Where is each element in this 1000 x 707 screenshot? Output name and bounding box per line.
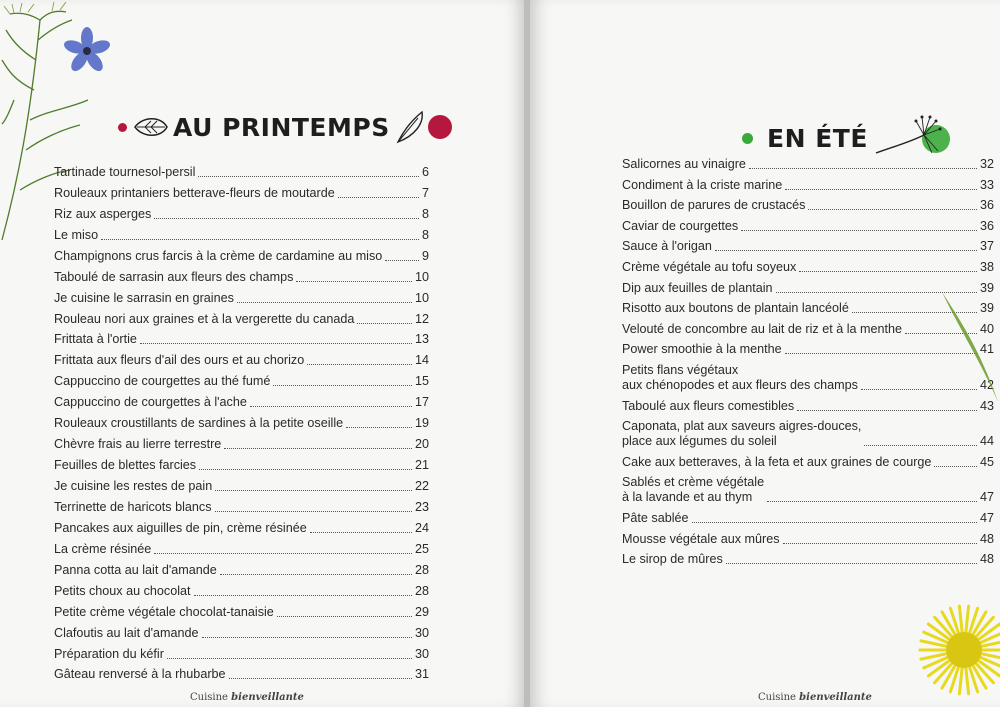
toc-page-number: 38: [979, 259, 994, 274]
dot-leader: [101, 239, 419, 240]
borage-flower-icon: [62, 26, 112, 76]
toc-page-number: 48: [979, 531, 994, 546]
toc-title-line: Préparation du kéfir: [54, 646, 164, 661]
toc-title-line: Cappuccino de courgettes au thé fumé: [54, 374, 271, 389]
spring-section-heading: [118, 110, 452, 144]
toc-entry: [54, 473, 429, 494]
footer-script-word: bienveillante: [799, 692, 872, 703]
toc-entry-title: [54, 395, 247, 410]
dot-leader: [692, 522, 977, 523]
dot-leader: [726, 563, 977, 564]
toc-entry: [622, 532, 994, 547]
toc-entry: [622, 178, 994, 193]
toc-entry: [54, 201, 429, 222]
toc-title-line: Riz aux asperges: [54, 206, 152, 221]
dot-leader: [224, 448, 412, 449]
toc-entry: [54, 557, 429, 578]
toc-entry: [54, 641, 429, 662]
dot-leader: [934, 466, 977, 467]
toc-page-number: 17: [414, 395, 429, 410]
toc-title-line: Pancakes aux aiguilles de pin, crème résinée: [54, 520, 307, 535]
dot-leader: [237, 302, 412, 303]
toc-page-number: 33: [979, 177, 994, 192]
summer-small-dot: [742, 133, 753, 144]
grass-blade-icon: [940, 290, 1000, 410]
dot-leader: [140, 343, 412, 344]
toc-entry-title: [54, 542, 151, 557]
toc-entry: [622, 552, 994, 567]
toc-page-number: 43: [979, 398, 994, 413]
toc-entry-title: [622, 198, 805, 213]
dot-leader: [220, 574, 412, 575]
toc-title-line: Le sirop de mûres: [622, 552, 723, 567]
toc-page-number: 30: [414, 625, 429, 640]
herb-sprig-icon: [394, 110, 426, 144]
toc-page-number: 28: [414, 562, 429, 577]
toc-page-number: 36: [979, 198, 994, 213]
toc-page-number: 23: [414, 499, 429, 514]
right-page: [530, 0, 1000, 707]
toc-entry: [54, 536, 429, 557]
dot-leader: [808, 209, 977, 210]
summer-section-heading: [742, 113, 962, 163]
toc-entry-title: [622, 511, 689, 526]
toc-entry-title: [622, 322, 902, 337]
toc-entry: [622, 219, 994, 234]
toc-entry-title: [622, 281, 773, 296]
dot-leader: [741, 230, 977, 231]
dot-leader: [783, 543, 977, 544]
toc-entry-title: [622, 260, 796, 275]
toc-entry-title: [54, 416, 343, 431]
toc-title-line: Panna cotta au lait d'amande: [54, 562, 217, 577]
toc-page-number: 7: [421, 185, 429, 200]
toc-page-number: 24: [414, 520, 429, 535]
toc-entry: [54, 285, 429, 306]
toc-page-number: 12: [414, 311, 429, 326]
toc-entry-title: [622, 157, 746, 172]
toc-page-number: 31: [414, 667, 429, 682]
leaf-icon: [133, 116, 169, 138]
dot-leader: [785, 189, 977, 190]
dot-leader: [357, 323, 412, 324]
toc-entry: [54, 662, 429, 683]
toc-entry: [622, 157, 994, 172]
toc-entry: [54, 494, 429, 515]
toc-entry-title: [54, 207, 151, 222]
dot-leader: [202, 637, 412, 638]
toc-entry: [54, 306, 429, 327]
toc-entry: [622, 342, 994, 357]
toc-title-line: Taboulé de sarrasin aux fleurs des champs: [54, 269, 294, 284]
toc-entry: [622, 322, 994, 337]
dot-leader: [277, 616, 412, 617]
toc-title-line: Le miso: [54, 227, 99, 242]
toc-entry-title: [54, 626, 199, 641]
spring-heading-text: AU PRINTEMPS: [173, 112, 390, 142]
toc-title-line: Rouleaux printaniers betterave-fleurs de moutarde: [54, 185, 335, 200]
toc-entry: [54, 368, 429, 389]
toc-entry-title: [622, 419, 861, 449]
toc-title-line: Petits flans végétaux: [622, 362, 739, 377]
toc-page-number: 32: [979, 157, 994, 171]
toc-entry: [54, 347, 429, 368]
toc-entry-title: [54, 563, 217, 578]
dot-leader: [346, 427, 412, 428]
toc-page-number: 8: [421, 227, 429, 242]
toc-entry-title: [54, 458, 196, 473]
dot-leader: [215, 511, 412, 512]
spring-small-dot: [118, 123, 127, 132]
spring-large-dot: [428, 115, 452, 139]
toc-entry: [54, 159, 429, 180]
page-footer-left: [190, 692, 304, 703]
dot-leader: [194, 595, 412, 596]
toc-page-number: 10: [414, 290, 429, 305]
toc-entry-title: [54, 605, 274, 620]
toc-entry: [622, 198, 994, 213]
toc-entry: [622, 260, 994, 275]
dot-leader: [799, 271, 977, 272]
toc-page-number: 42: [979, 377, 994, 392]
toc-entry-title: [622, 455, 931, 470]
toc-title-line: Clafoutis au lait d'amande: [54, 625, 199, 640]
toc-entry: [54, 180, 429, 201]
toc-entry: [622, 419, 994, 449]
toc-entry: [622, 475, 994, 505]
toc-entry-title: [54, 270, 293, 285]
toc-entry-title: [54, 228, 98, 243]
dot-leader: [154, 553, 412, 554]
toc-page-number: 22: [414, 479, 429, 493]
toc-title-line-2: aux chénopodes et aux fleurs des champs: [622, 377, 858, 392]
toc-entry: [54, 389, 429, 410]
toc-page-number: 39: [979, 280, 994, 295]
toc-entry-title: [54, 521, 307, 536]
toc-title-line: Cake aux betteraves, à la feta et aux graines de courge: [622, 454, 932, 469]
toc-entry-title: [54, 291, 234, 306]
toc-title-line: Rouleaux croustillants de sardines à la petite oseille: [54, 416, 344, 431]
dot-leader: [310, 532, 412, 533]
toc-title-line: Condiment à la criste marine: [622, 177, 783, 192]
toc-page-number: 41: [979, 342, 994, 357]
dot-leader: [715, 250, 977, 251]
dot-leader: [167, 658, 412, 659]
toc-entry-title: [54, 249, 382, 264]
toc-page-number: 14: [414, 353, 429, 368]
toc-page-number: 13: [414, 332, 429, 347]
toc-entry-title: [622, 475, 764, 505]
summer-heading-text: EN ÉTÉ: [767, 123, 868, 153]
toc-entry-title: [54, 500, 212, 515]
toc-title-line: Je cuisine les restes de pain: [54, 479, 213, 493]
dot-leader: [229, 678, 412, 679]
toc-page-number: 45: [979, 454, 994, 469]
dot-leader: [250, 406, 412, 407]
footer-word: Cuisine: [190, 692, 228, 703]
toc-title-line: Caponata, plat aux saveurs aigres-douces,: [622, 419, 862, 434]
toc-entry-title: [622, 178, 782, 193]
toc-page-number: 36: [979, 218, 994, 233]
toc-title-line: Power smoothie à la menthe: [622, 342, 782, 357]
toc-entry: [622, 301, 994, 316]
toc-entry-title: [622, 399, 794, 414]
toc-entry-title: [54, 186, 335, 201]
toc-page-number: 40: [979, 321, 994, 336]
toc-entry-title: [54, 479, 212, 494]
toc-title-line: Caviar de courgettes: [622, 218, 739, 233]
toc-title-line: Frittata aux fleurs d'ail des ours et au chorizo: [54, 353, 305, 368]
dot-leader: [198, 176, 419, 177]
dot-leader: [215, 490, 412, 491]
toc-page-number: 47: [979, 490, 994, 505]
toc-entry-title: [622, 301, 849, 316]
toc-page-number: 21: [414, 458, 429, 473]
toc-entry: [54, 410, 429, 431]
toc-title-line: Dip aux feuilles de plantain: [622, 280, 773, 295]
toc-entry-title: [54, 374, 270, 389]
dot-leader: [749, 168, 977, 169]
toc-entry: [622, 239, 994, 254]
toc-page-number: 29: [414, 604, 429, 619]
toc-title-line: Risotto aux boutons de plantain lancéolé: [622, 301, 849, 316]
toc-entry-title: [54, 437, 221, 452]
toc-title-line: La crème résinée: [54, 541, 152, 556]
dot-leader: [154, 218, 419, 219]
toc-entry: [54, 431, 429, 452]
toc-entry-title: [622, 239, 712, 254]
toc-title-line: Crème végétale au tofu soyeux: [622, 259, 797, 274]
toc-title-line: Je cuisine le sarrasin en graines: [54, 290, 234, 305]
toc-entry-title: [622, 363, 858, 393]
toc-page-number: 28: [414, 583, 429, 598]
dot-leader: [199, 469, 412, 470]
toc-entry: [54, 620, 429, 641]
toc-entry-title: [622, 532, 780, 547]
toc-entry: [622, 511, 994, 526]
toc-entry: [622, 399, 994, 414]
summer-toc-list: [622, 157, 994, 573]
dot-leader: [385, 260, 419, 261]
toc-entry: [54, 327, 429, 348]
dill-plant-icon: [872, 113, 962, 163]
toc-title-line: Frittata à l'ortie: [54, 332, 137, 347]
toc-entry: [54, 515, 429, 536]
toc-page-number: 30: [414, 646, 429, 661]
dot-leader: [273, 385, 412, 386]
toc-title-line: Tartinade tournesol-persil: [54, 164, 196, 179]
dot-leader: [296, 281, 412, 282]
toc-entry-title: [54, 332, 137, 347]
toc-page-number: 6: [421, 164, 429, 179]
toc-entry-title: [622, 552, 723, 567]
toc-entry-title: [622, 342, 782, 357]
toc-page-number: 8: [421, 206, 429, 221]
toc-title-line: Champignons crus farcis à la crème de cardamine au miso: [54, 248, 383, 263]
toc-entry: [54, 452, 429, 473]
toc-page-number: 15: [414, 374, 429, 389]
toc-page-number: 48: [979, 552, 994, 567]
dot-leader: [864, 445, 977, 446]
toc-entry-title: [54, 165, 195, 180]
toc-page-number: 47: [979, 510, 994, 525]
toc-entry: [54, 264, 429, 285]
toc-entry-title: [54, 647, 164, 662]
toc-entry-title: [622, 219, 738, 234]
toc-entry: [54, 599, 429, 620]
toc-entry-title: [54, 312, 354, 327]
toc-title-line: Feuilles de blettes farcies: [54, 458, 197, 473]
toc-title-line-2: à la lavande et au thym: [622, 490, 753, 505]
toc-title-line: Petite crème végétale chocolat-tanaisie: [54, 604, 274, 619]
toc-title-line: Mousse végétale aux mûres: [622, 531, 780, 546]
toc-title-line: Petits choux au chocolat: [54, 583, 191, 598]
footer-script-word: bienveillante: [231, 692, 304, 703]
toc-title-line: Rouleau nori aux graines et à la vergerette du canada: [54, 311, 355, 326]
page-footer-right: [758, 692, 872, 703]
toc-entry: [54, 578, 429, 599]
toc-entry: [54, 243, 429, 264]
toc-page-number: 25: [414, 541, 429, 556]
dot-leader: [307, 364, 412, 365]
toc-title-line: Terrinette de haricots blancs: [54, 499, 212, 514]
toc-page-number: 44: [979, 434, 994, 449]
toc-page-number: 10: [414, 269, 429, 284]
toc-page-number: 20: [414, 437, 429, 452]
toc-entry: [622, 363, 994, 393]
toc-page-number: 19: [414, 416, 429, 431]
toc-title-line: Chèvre frais au lierre terrestre: [54, 437, 222, 452]
toc-title-line: Bouillon de parures de crustacés: [622, 198, 806, 213]
toc-title-line-2: place aux légumes du soleil: [622, 434, 777, 449]
toc-entry-title: [54, 584, 191, 599]
toc-title-line: Velouté de concombre au lait de riz et à la menthe: [622, 321, 903, 336]
toc-title-line: Gâteau renversé à la rhubarbe: [54, 667, 226, 682]
dot-leader: [767, 501, 977, 502]
spring-toc-list: [54, 159, 429, 682]
toc-page-number: 9: [421, 248, 429, 263]
toc-title-line: Pâte sablée: [622, 510, 689, 525]
toc-entry: [622, 281, 994, 296]
toc-entry-title: [54, 667, 226, 682]
toc-entry-title: [54, 353, 304, 368]
toc-title-line: Cappuccino de courgettes à l'ache: [54, 395, 247, 410]
dot-leader: [338, 197, 419, 198]
toc-page-number: 39: [979, 301, 994, 316]
toc-title-line: Salicornes au vinaigre: [622, 157, 746, 171]
dandelion-flower-icon: [906, 594, 1000, 707]
toc-page-number: 37: [979, 239, 994, 254]
toc-entry: [622, 455, 994, 470]
footer-word: Cuisine: [758, 692, 796, 703]
toc-entry: [54, 222, 429, 243]
toc-title-line: Sablés et crème végétale: [622, 475, 765, 490]
toc-title-line: Taboulé aux fleurs comestibles: [622, 398, 795, 413]
toc-title-line: Sauce à l'origan: [622, 239, 712, 254]
